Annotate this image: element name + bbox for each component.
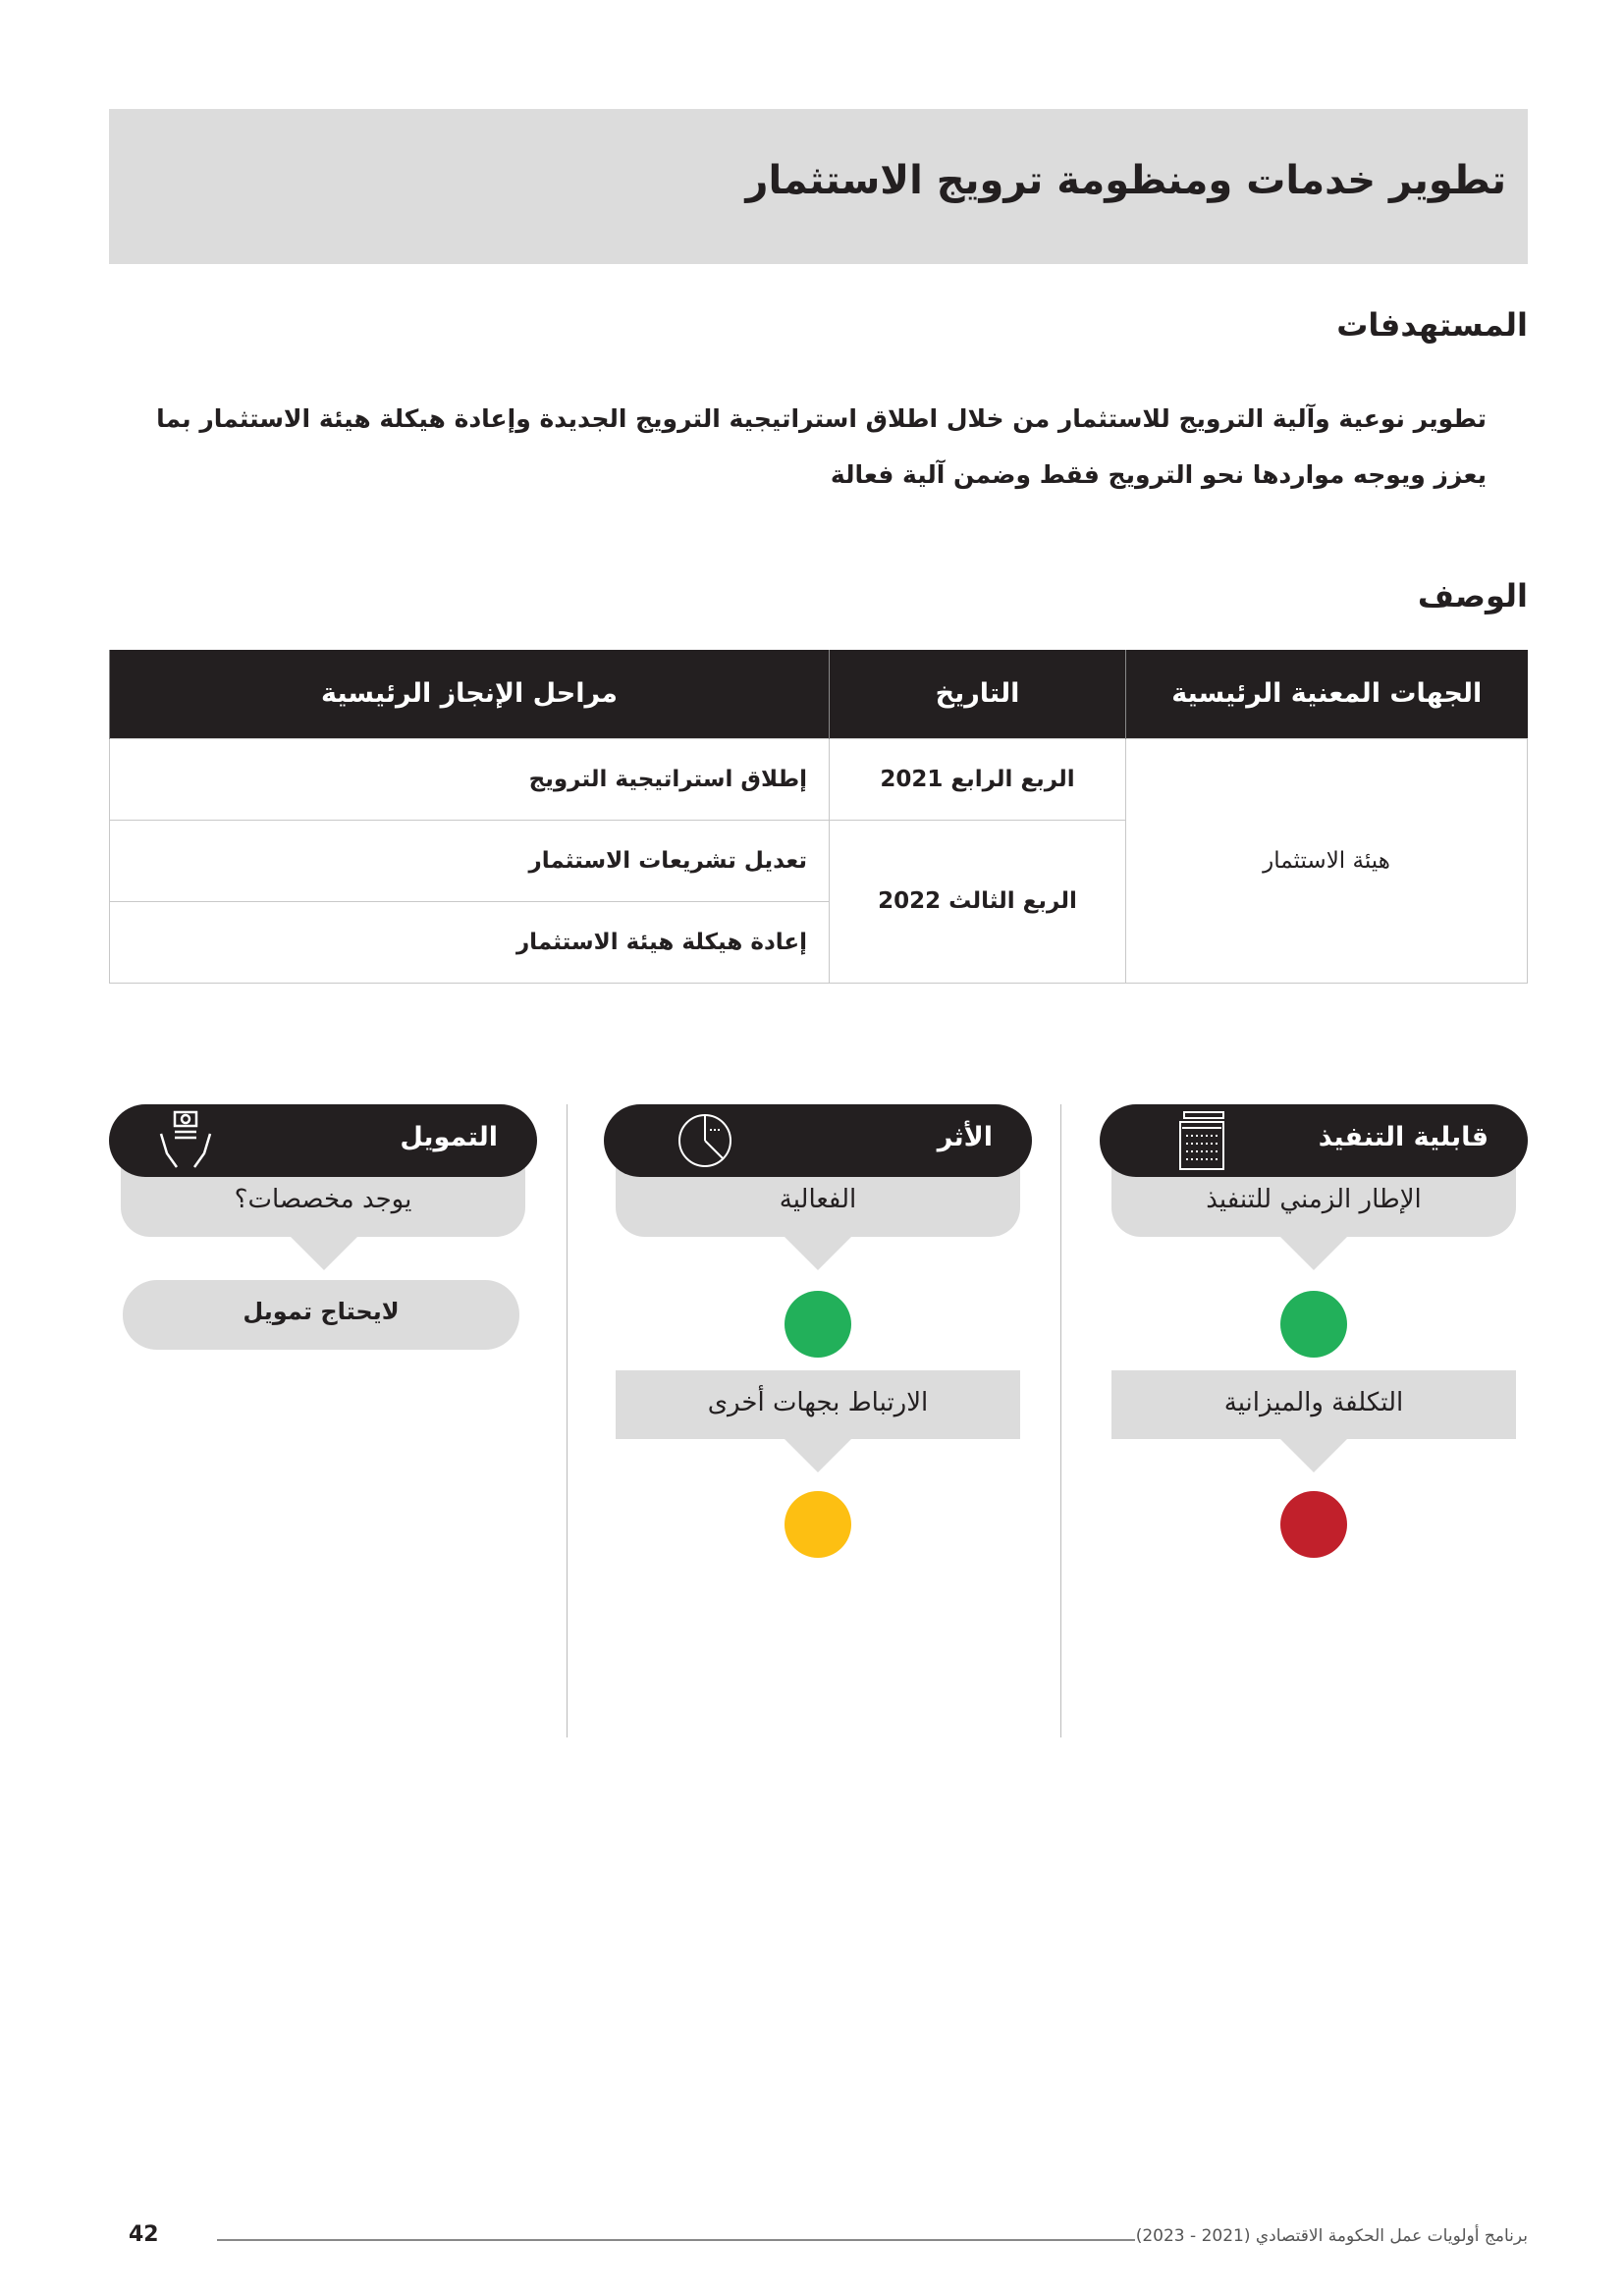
- col-date: التاريخ: [830, 650, 1126, 738]
- feasibility-header: [1100, 1104, 1528, 1177]
- pointer: [785, 1237, 851, 1270]
- status-dot-yellow: [785, 1491, 851, 1558]
- funding-answer: لايحتاج تمويل: [123, 1280, 519, 1350]
- money-hands-icon: [153, 1108, 218, 1173]
- effectiveness-label: الفعالية: [616, 1163, 1020, 1237]
- funding-title: التمويل: [400, 1122, 498, 1152]
- page-number: 42: [129, 2222, 159, 2247]
- footer-text: برنامج أولويات عمل الحكومة الاقتصادي (2021 - 2023): [1135, 2226, 1528, 2246]
- col-milestones: مراحل الإنجاز الرئيسية: [110, 650, 830, 738]
- footer-rule: [217, 2239, 1135, 2241]
- table-header: [110, 650, 1528, 738]
- objectives-text: تطوير نوعية وآلية الترويج للاستثمار من خلال اطلاق استراتيجية الترويج الجديدة وإعادة هيكلة هيئة الاستثمار بما يعزز ويوجه مواردها نحو الترويج فقط وضمن آلية فعالة: [156, 404, 1487, 489]
- date-cell: الربع الثالث 2022: [830, 820, 1126, 983]
- page-title: تطوير خدمات ومنظومة ترويج الاستثمار: [745, 158, 1506, 203]
- status-dot-green: [1280, 1291, 1347, 1358]
- clock-chart-icon: [673, 1108, 737, 1173]
- funding-header: [109, 1104, 537, 1177]
- milestone-cell: إطلاق استراتيجية الترويج: [110, 738, 830, 820]
- timeframe-label: الإطار الزمني للتنفيذ: [1111, 1163, 1516, 1237]
- col-entities: الجهات المعنية الرئيسية: [1126, 650, 1528, 738]
- objectives-heading: المستهدفات: [1336, 306, 1528, 344]
- impact-header: [604, 1104, 1032, 1177]
- feasibility-title: قابلية التنفيذ: [1318, 1122, 1489, 1152]
- milestones-table: [109, 650, 1528, 984]
- title-banner: [109, 109, 1528, 264]
- status-dot-red: [1280, 1491, 1347, 1558]
- milestone-cell: تعديل تشريعات الاستثمار: [110, 820, 830, 901]
- entity-cell: هيئة الاستثمار: [1126, 738, 1528, 983]
- funding-card: [109, 1104, 537, 1752]
- date-cell: الربع الرابع 2021: [830, 738, 1126, 820]
- budget-label: التكلفة والميزانية: [1111, 1370, 1516, 1439]
- feasibility-card: [1100, 1104, 1528, 1752]
- pointer: [291, 1237, 357, 1270]
- table-row: [110, 738, 1528, 820]
- milestone-cell: إعادة هيكلة هيئة الاستثمار: [110, 901, 830, 983]
- linkage-label: الارتباط بجهات أخرى: [616, 1370, 1020, 1439]
- pointer: [1280, 1439, 1347, 1472]
- description-heading: الوصف: [1417, 577, 1528, 614]
- pointer: [1280, 1237, 1347, 1270]
- impact-card: [604, 1104, 1032, 1752]
- impact-title: الأثر: [937, 1122, 993, 1152]
- divider: [567, 1104, 568, 1737]
- calendar-icon: [1168, 1108, 1233, 1173]
- status-dot-green: [785, 1291, 851, 1358]
- divider: [1060, 1104, 1061, 1737]
- allocations-label: يوجد مخصصات؟: [121, 1163, 525, 1237]
- pointer: [785, 1439, 851, 1472]
